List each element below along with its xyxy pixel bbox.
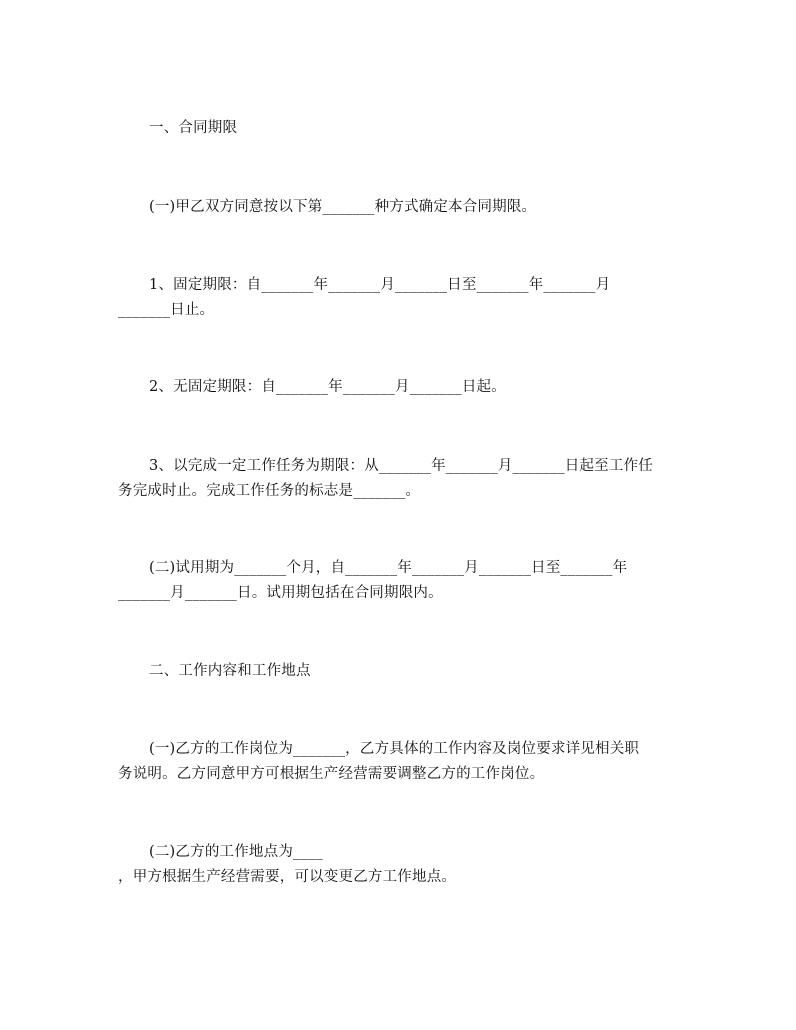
text-line: (二)试用期为_______个月，自_______年_______月_______日至_______年 bbox=[149, 560, 628, 576]
section-heading-work-content bbox=[118, 659, 658, 684]
text-line: 务完成时止。完成工作任务的标志是_______。 bbox=[118, 483, 421, 499]
paragraph-fixed-term bbox=[118, 273, 658, 323]
text-line: _______月_______日。试用期包括在合同期限内。 bbox=[118, 585, 443, 601]
text-line: (一)乙方的工作岗位为_______，乙方具体的工作内容及岗位要求详见相关职 bbox=[149, 741, 640, 757]
paragraph-task-based-term bbox=[118, 454, 658, 504]
text-line: ，甲方根据生产经营需要，可以变更乙方工作地点。 bbox=[118, 869, 457, 885]
text-line: _______日止。 bbox=[118, 302, 215, 318]
text-line: 1、固定期限：自_______年_______月_______日至_______年_______月 bbox=[149, 277, 611, 293]
text-line: 务说明。乙方同意甲方可根据生产经营需要调整乙方的工作岗位。 bbox=[118, 766, 545, 782]
paragraph-work-location bbox=[118, 840, 658, 890]
text-line: 二、工作内容和工作地点 bbox=[149, 663, 311, 679]
text-line: 一、合同期限 bbox=[149, 120, 238, 136]
text-line: 2、无固定期限：自_______年_______月_______日起。 bbox=[149, 379, 506, 395]
paragraph-probation bbox=[118, 556, 658, 606]
paragraph-open-ended-term bbox=[118, 375, 658, 400]
text-line: (二)乙方的工作地点为____ bbox=[149, 844, 323, 860]
paragraph-job-position bbox=[118, 737, 658, 787]
section-heading-contract-term bbox=[118, 116, 658, 141]
text-line: (一)甲乙双方同意按以下第_______种方式确定本合同期限。 bbox=[149, 199, 537, 215]
paragraph-term-method bbox=[118, 195, 658, 220]
text-line: 3、以完成一定工作任务为期限：从_______年_______月_______日起至工作任 bbox=[149, 458, 653, 474]
